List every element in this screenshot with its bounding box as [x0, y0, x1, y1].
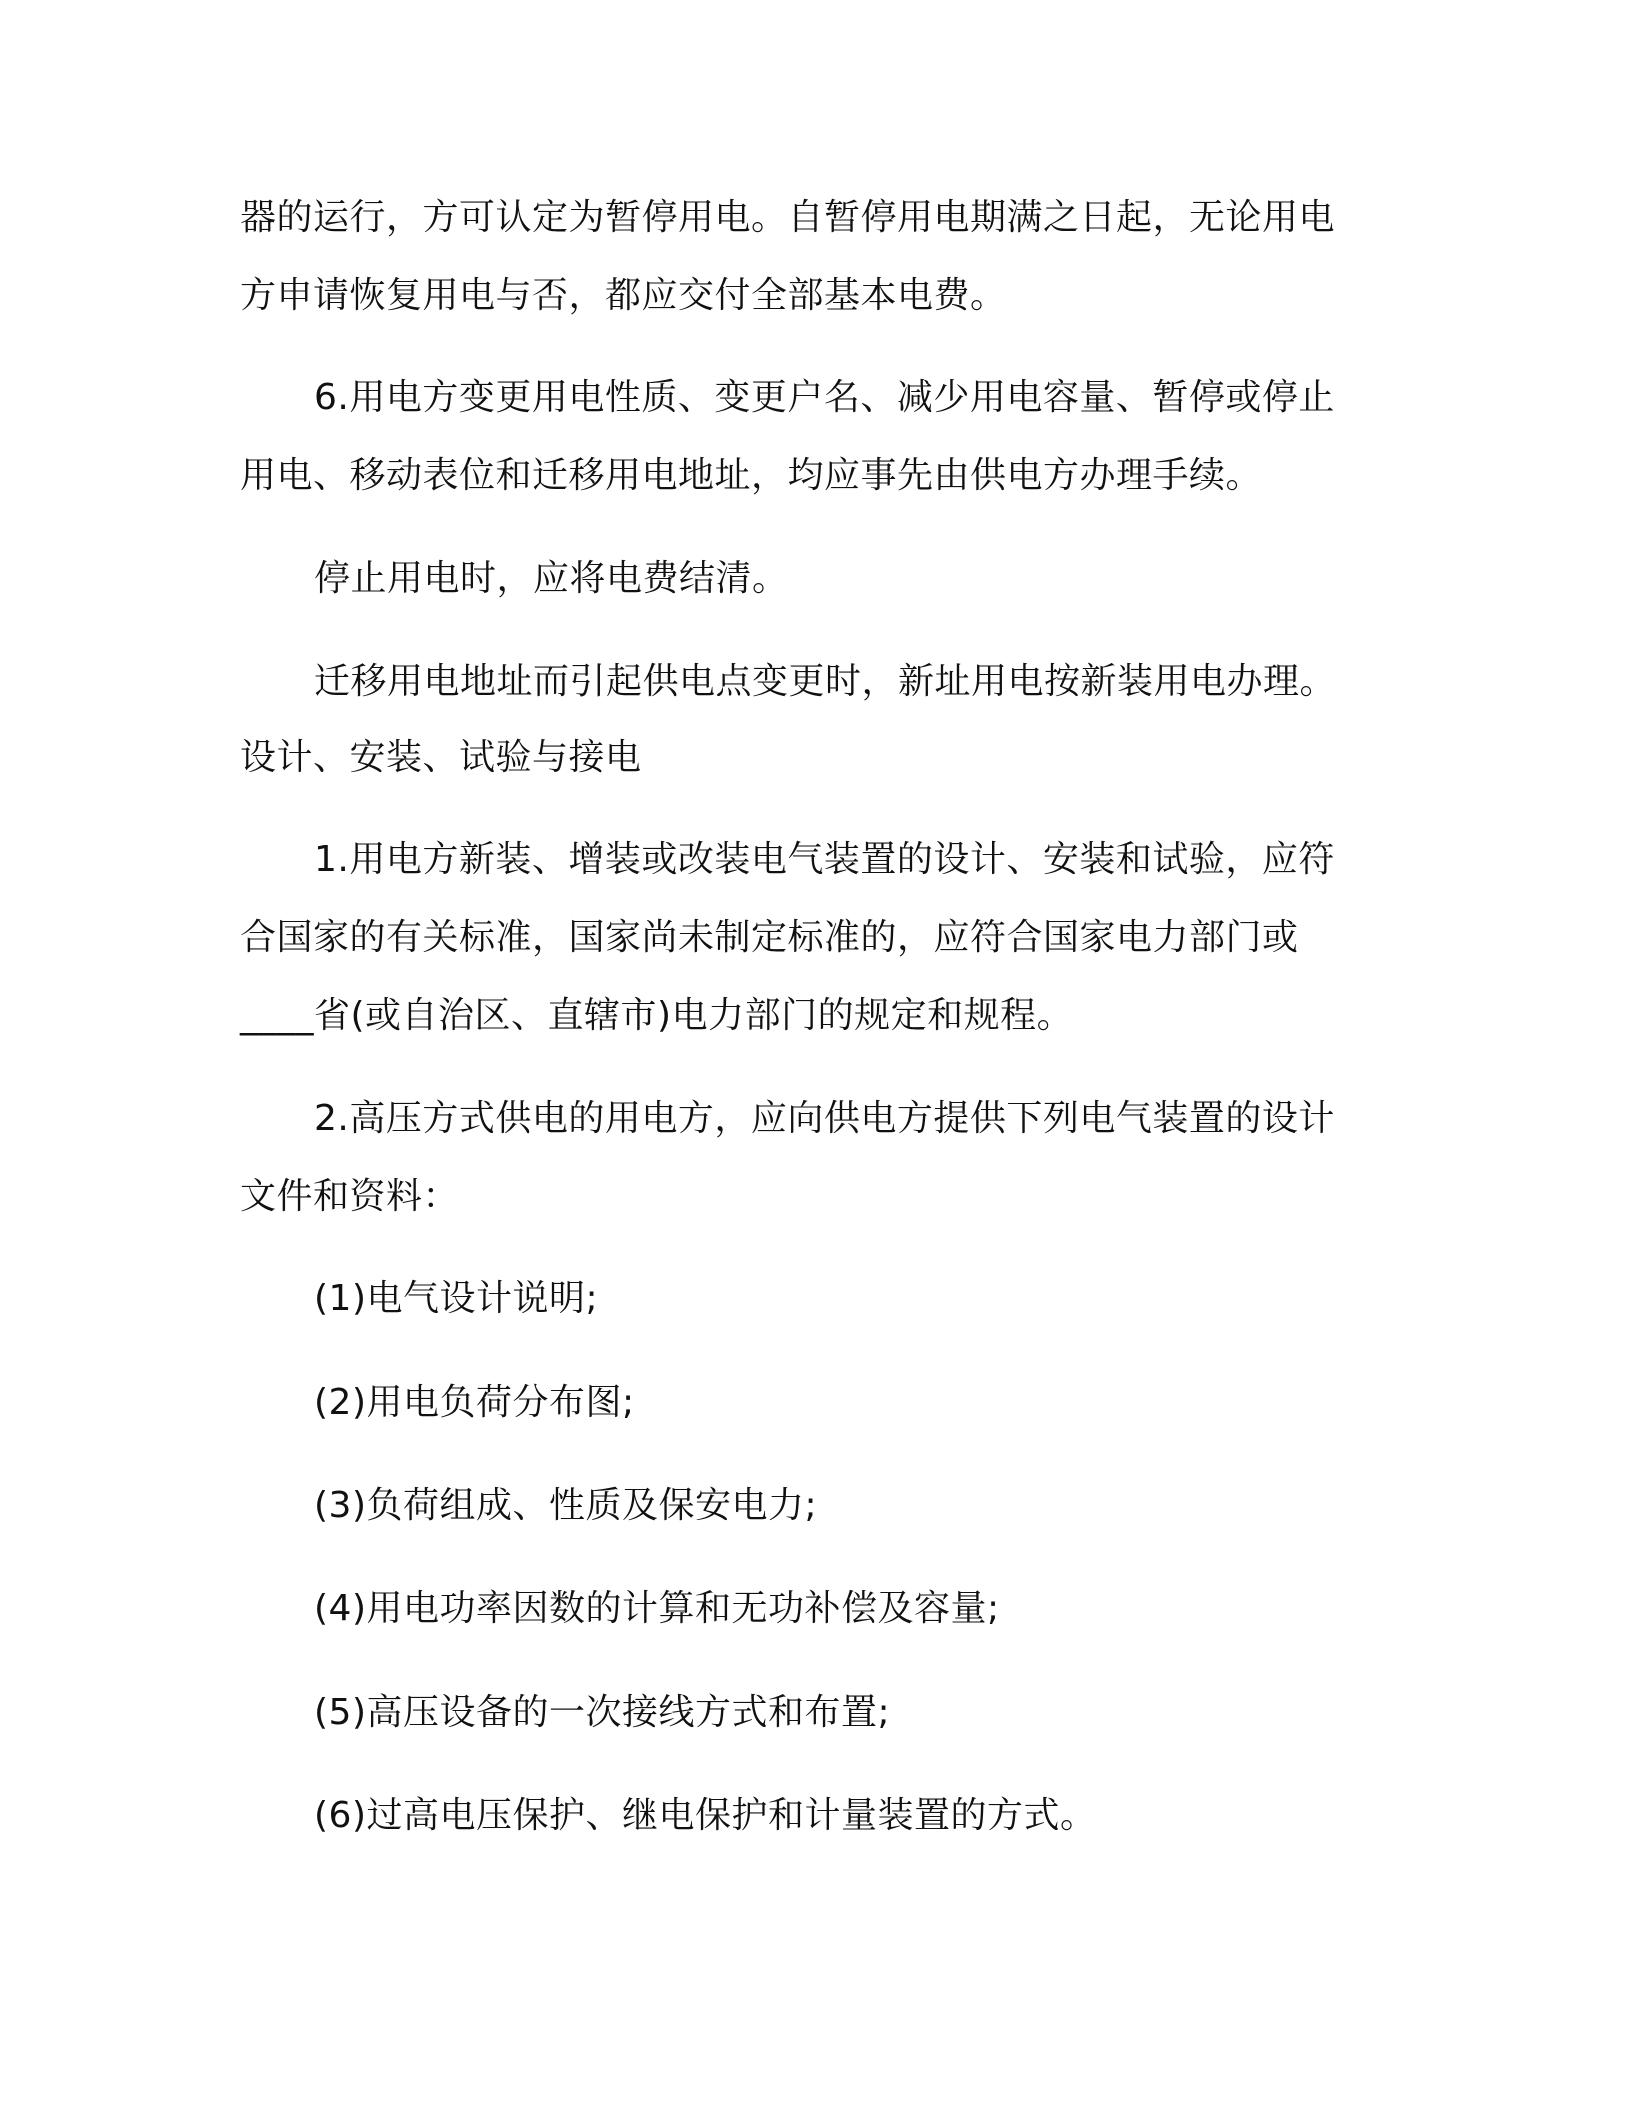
list-item: (5)高压设备的一次接线方式和布置; [314, 1692, 891, 1733]
text-line: 1.用电方新装、增装或改装电气装置的设计、安装和试验，应符 [314, 839, 1335, 880]
list-item: (6)过高电压保护、继电保护和计量装置的方式。 [314, 1795, 1097, 1836]
text-line: 2.高压方式供电的用电方，应向供电方提供下列电气装置的设计 [314, 1098, 1335, 1139]
list-item: (4)用电功率因数的计算和无功补偿及容量; [314, 1588, 1000, 1629]
text-line: ____省(或自治区、直辖市)电力部门的规定和规程。 [240, 995, 1074, 1036]
list-item: (3)负荷组成、性质及保安电力; [314, 1485, 818, 1526]
list-item: (2)用电负荷分布图; [314, 1382, 635, 1423]
list-item: (1)电气设计说明; [314, 1278, 599, 1319]
text-line: 停止用电时，应将电费结清。 [314, 558, 789, 599]
text-line: 合国家的有关标准，国家尚未制定标准的，应符合国家电力部门或 [240, 917, 1299, 958]
text-line: 迁移用电地址而引起供电点变更时，新址用电按新装用电办理。 [314, 661, 1337, 702]
text-line: 器的运行，方可认定为暂停用电。自暂停用电期满之日起，无论用电 [240, 197, 1336, 238]
section-heading: 设计、安装、试验与接电 [240, 737, 642, 778]
text-line: 方申请恢复用电与否，都应交付全部基本电费。 [240, 275, 1007, 316]
text-line: 用电、移动表位和迁移用电地址，均应事先由供电方办理手续。 [240, 455, 1263, 496]
text-line: 6.用电方变更用电性质、变更户名、减少用电容量、暂停或停止 [314, 377, 1335, 418]
text-line: 文件和资料： [240, 1176, 460, 1217]
